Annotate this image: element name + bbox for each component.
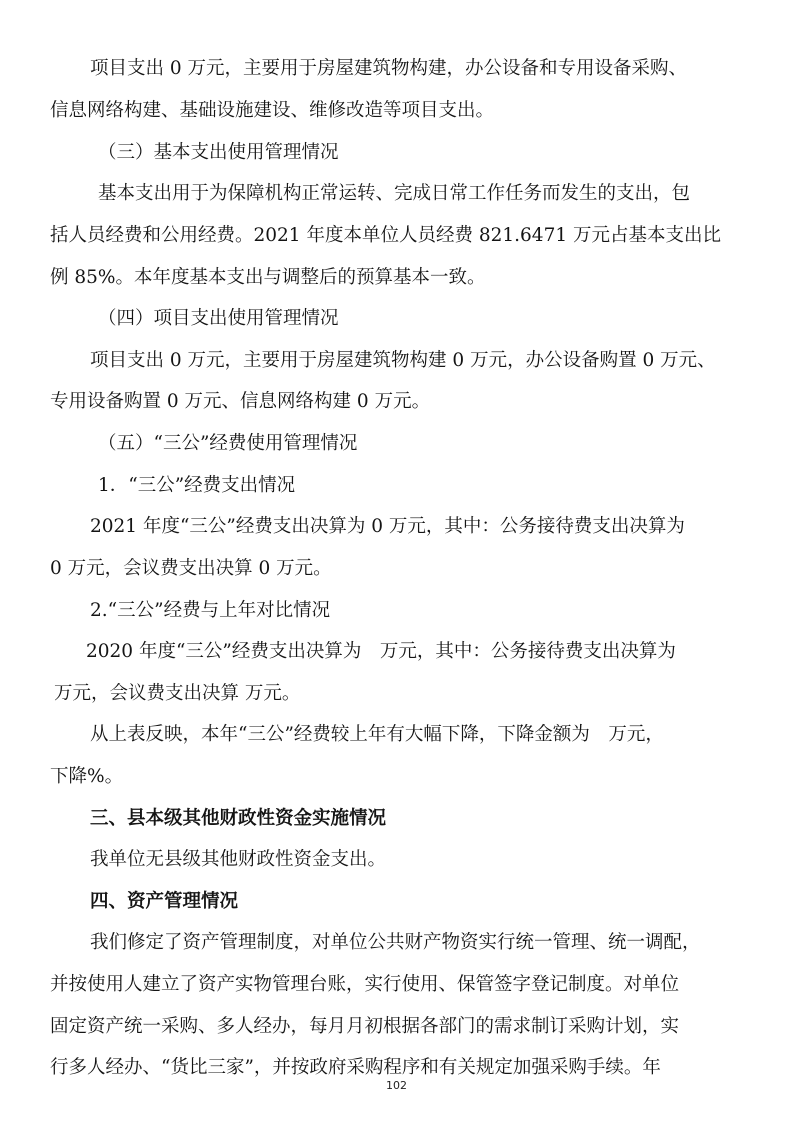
section-heading: （四）项目支出使用管理情况 (98, 308, 339, 329)
subsection-heading: 1．“三公”经费支出情况 (98, 475, 296, 496)
paragraph-line: 专用设备购置 0 万元、信息网络构建 0 万元。 (50, 391, 431, 412)
chapter-heading: 四、资产管理情况 (90, 891, 239, 912)
paragraph-line: 0 万元，会议费支出决算 0 万元。 (50, 558, 332, 579)
paragraph-line: 基本支出用于为保障机构正常运转、完成日常工作任务而发生的支出，包 (98, 183, 691, 204)
section-heading: （五）“三公”经费使用管理情况 (98, 433, 358, 454)
paragraph-line: 项目支出 0 万元，主要用于房屋建筑物构建 0 万元，办公设备购置 0 万元、 (90, 350, 716, 371)
paragraph-line: 2021 年度“三公”经费支出决算为 0 万元，其中：公务接待费支出决算为 (90, 516, 685, 537)
paragraph-line: 我单位无县级其他财政性资金支出。 (90, 849, 387, 870)
paragraph-line: 项目支出 0 万元，主要用于房屋建筑物构建，办公设备和专用设备采购、 (90, 58, 688, 79)
paragraph-line: 万元，会议费支出决算 万元。 (54, 683, 301, 704)
paragraph-line: 固定资产统一采购、多人经办，每月月初根据各部门的需求制订采购计划，实 (50, 1016, 680, 1037)
subsection-heading: 2.“三公”经费与上年对比情况 (90, 600, 331, 621)
paragraph-line: 从上表反映，本年“三公”经费较上年有大幅下降，下降金额为 万元， (90, 724, 664, 745)
paragraph-line: 下降%。 (50, 766, 124, 787)
chapter-heading: 三、县本级其他财政性资金实施情况 (90, 808, 387, 829)
paragraph-line: 括人员经费和公用经费。2021 年度本单位人员经费 821.6471 万元占基本支出比 (50, 225, 721, 246)
page-number: 102 (386, 1079, 407, 1092)
paragraph-line: 我们修定了资产管理制度，对单位公共财产物资实行统一管理、统一调配， (90, 932, 701, 953)
paragraph-line: 并按使用人建立了资产实物管理台账，实行使用、保管签字登记制度。对单位 (50, 974, 680, 995)
paragraph-line: 信息网络构建、基础设施建设、维修改造等项目支出。 (50, 100, 495, 121)
paragraph-line: 例 85%。本年度基本支出与调整后的预算基本一致。 (50, 267, 486, 288)
paragraph-line: 2020 年度“三公”经费支出决算为 万元，其中：公务接待费支出决算为 (86, 641, 676, 662)
section-heading: （三）基本支出使用管理情况 (98, 142, 339, 163)
paragraph-line: 行多人经办、“货比三家”，并按政府采购程序和有关规定加强采购手续。年 (50, 1057, 661, 1078)
